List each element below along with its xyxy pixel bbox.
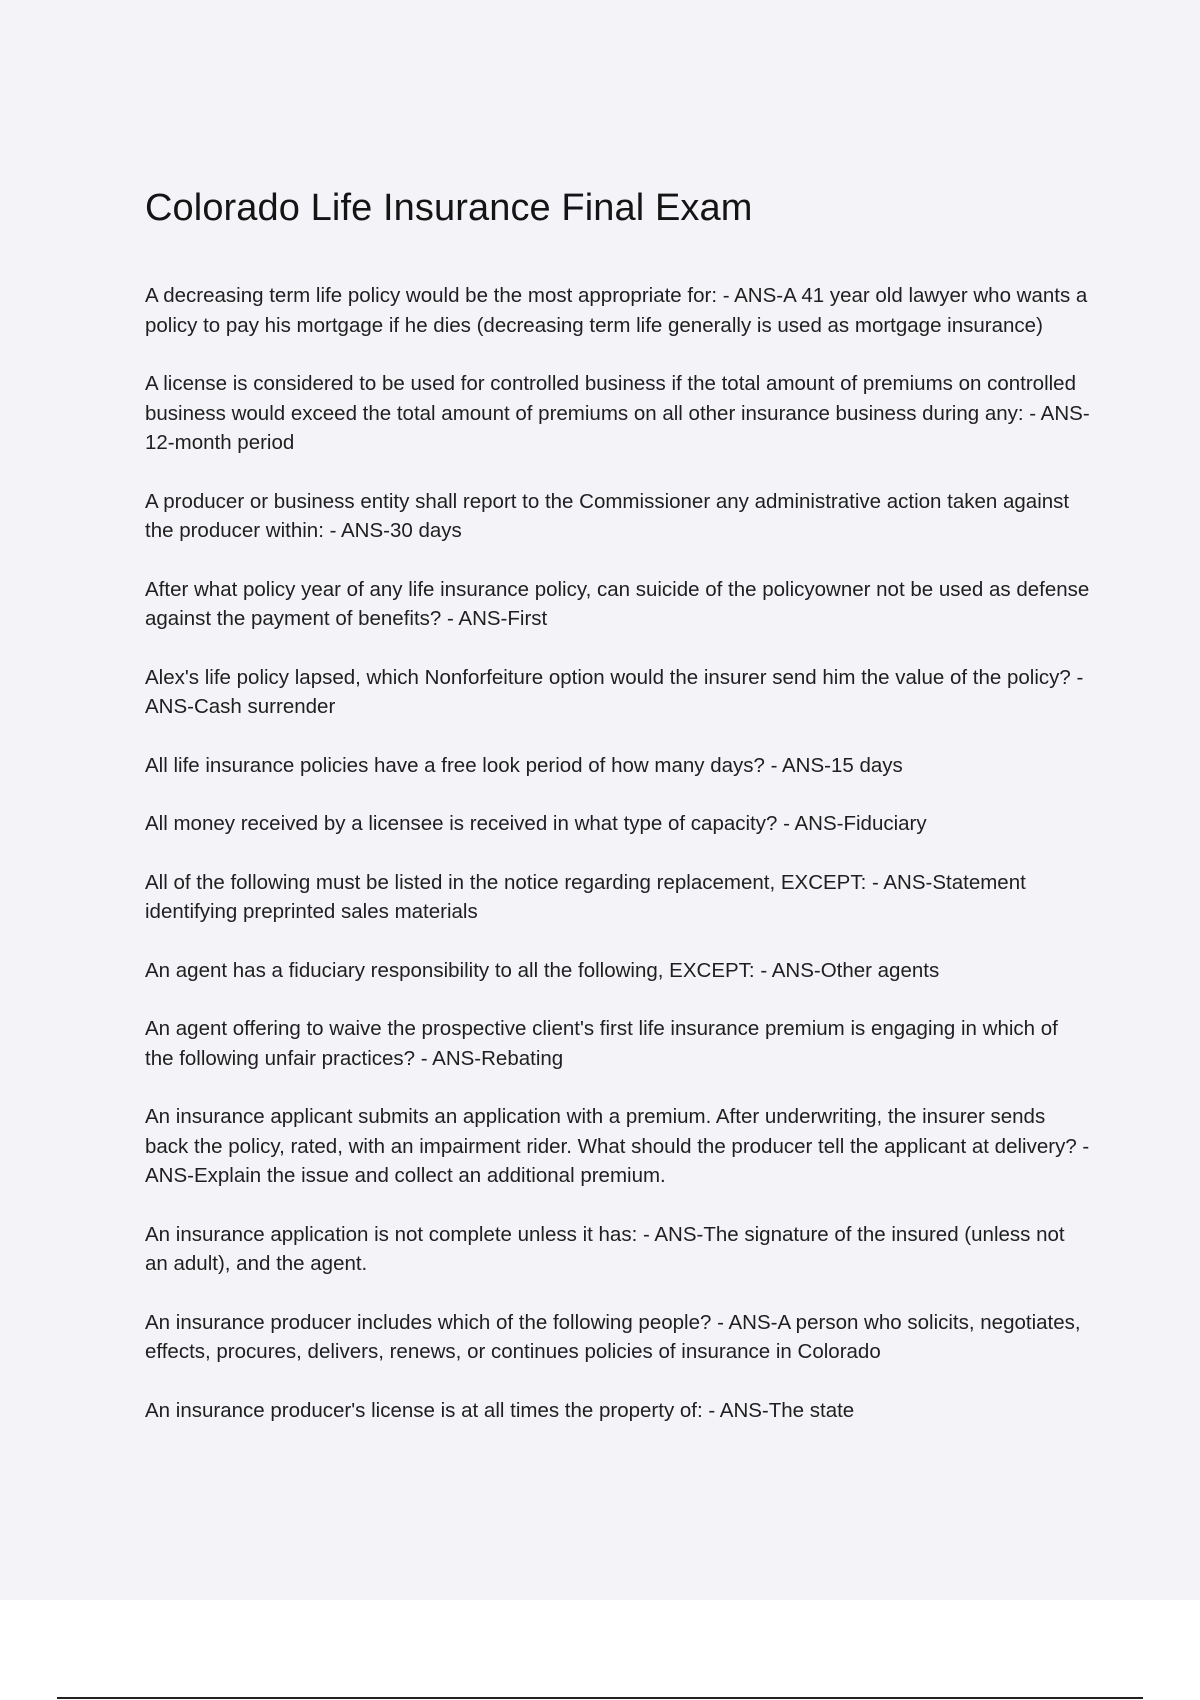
qa-item: An agent has a fiduciary responsibility to all the following, EXCEPT: - ANS-Other agents — [145, 958, 940, 982]
qa-item: An agent offering to waive the prospective client's first life insurance premium is engaging in which of the following unfair practices? - ANS-Rebating — [145, 1017, 1058, 1070]
qa-item: Alex's life policy lapsed, which Nonforfeiture option would the insurer send him the value of the policy? - ANS-Cash surrender — [145, 665, 1084, 718]
qa-item: An insurance producer's license is at all times the property of: - ANS-The state — [145, 1398, 855, 1422]
qa-item: An insurance producer includes which of the following people? - ANS-A person who solicits, negotiates, effects, procures, delivers, renews, or continues policies of insurance in Colorado — [145, 1310, 1081, 1363]
qa-item: A decreasing term life policy would be the most appropriate for: - ANS-A 41 year old lawyer who wants a policy to pay his mortgage if he dies (decreasing term life generally is used as mortgage insurance) — [145, 284, 1088, 337]
document-title: Colorado Life Insurance Final Exam — [145, 187, 753, 229]
qa-item: After what policy year of any life insurance policy, can suicide of the policyowner not be used as defense against the payment of benefits? - ANS-First — [145, 577, 1090, 630]
qa-item: All money received by a licensee is received in what type of capacity? - ANS-Fiduciary — [145, 812, 927, 835]
qa-item: A producer or business entity shall report to the Commissioner any administrative action taken against the producer within: - ANS-30 days — [145, 489, 1070, 542]
qa-item: An insurance application is not complete unless it has: - ANS-The signature of the insured (unless not an adult), and the agent. — [145, 1222, 1065, 1275]
qa-item: An insurance applicant submits an application with a premium. After underwriting, the insurer sends back the policy, rated, with an impairment rider. What should the producer tell the applicant at delivery? - ANS-Explain the issue and collect an additional premium. — [145, 1105, 1090, 1187]
document-content — [145, 183, 1090, 1454]
qa-item: All life insurance policies have a free look period of how many days? - ANS-15 days — [145, 753, 903, 777]
qa-item: All of the following must be listed in the notice regarding replacement, EXCEPT: - ANS-Statement identifying preprinted sales materials — [145, 870, 1026, 923]
qa-item: A license is considered to be used for controlled business if the total amount of premiums on controlled business would exceed the total amount of premiums on all other insurance business during any: - ANS-12-month period — [145, 372, 1090, 454]
footer-divider — [57, 1697, 1143, 1699]
